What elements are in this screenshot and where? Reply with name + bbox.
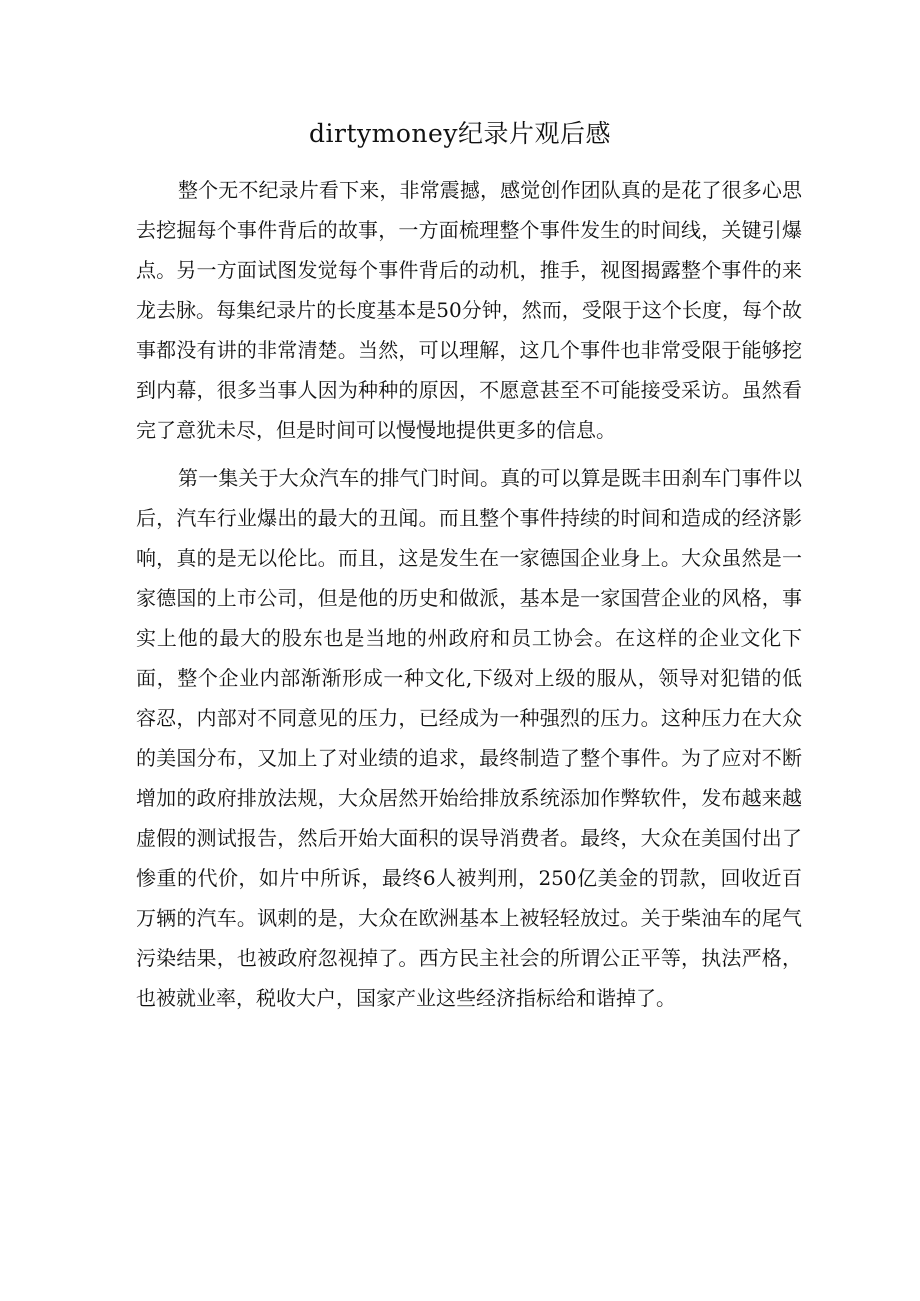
document-title: dirtymoney纪录片观后感 — [309, 119, 611, 148]
paragraph-2: 第一集关于大众汽车的排气门时间。真的可以算是既丰田刹车门事件以后，汽车行业爆出的最大的丑闻。而且整个事件持续的时间和造成的经济影响，真的是无以伦比。而且，这是发生在一家德国企业身上。大众虽然是一家德国的上市公司，但是他的历史和做派，基本是一家国营企业的风格，事实上他的最大的股东也是当地的州政府和员工协会。在这样的企业文化下面，整个企业内部渐渐形成一种文化,下级对上级的服从，领导对犯错的低容忍，内部对不同意见的压力，已经成为一种强烈的压力。这种压力在大众的美国分布，又加上了对业绩的追求，最终制造了整个事件。为了应对不断增加的政府排放法规，大众居然开始给排放系统添加作弊软件，发布越来越虚假的测试报告，然后开始大面积的误导消费者。最终，大众在美国付出了惨重的代价，如片中所诉，最终6人被判刑，250亿美金的罚款，回收近百万辆的汽车。讽刺的是，大众在欧洲基本上被轻轻放过。关于柴油车的尾气污染结果，也被政府忽视掉了。西方民主社会的所谓公正平等，执法严格，也被就业率，税收大户，国家产业这些经济指标给和谐掉了。 — [136, 466, 802, 1010]
document-body — [136, 170, 802, 1018]
paragraph-1: 整个无不纪录片看下来，非常震撼，感觉创作团队真的是花了很多心思去挖掘每个事件背后的故事，一方面梳理整个事件发生的时间线，关键引爆点。另一方面试图发觉每个事件背后的动机，推手，视图揭露整个事件的来龙去脉。每集纪录片的长度基本是50分钟，然而，受限于这个长度，每个故事都没有讲的非常清楚。当然，可以理解，这几个事件也非常受限于能够挖到内幕，很多当事人因为种种的原因，不愿意甚至不可能接受采访。虽然看完了意犹未尽，但是时间可以慢慢地提供更多的信息。 — [136, 178, 802, 442]
